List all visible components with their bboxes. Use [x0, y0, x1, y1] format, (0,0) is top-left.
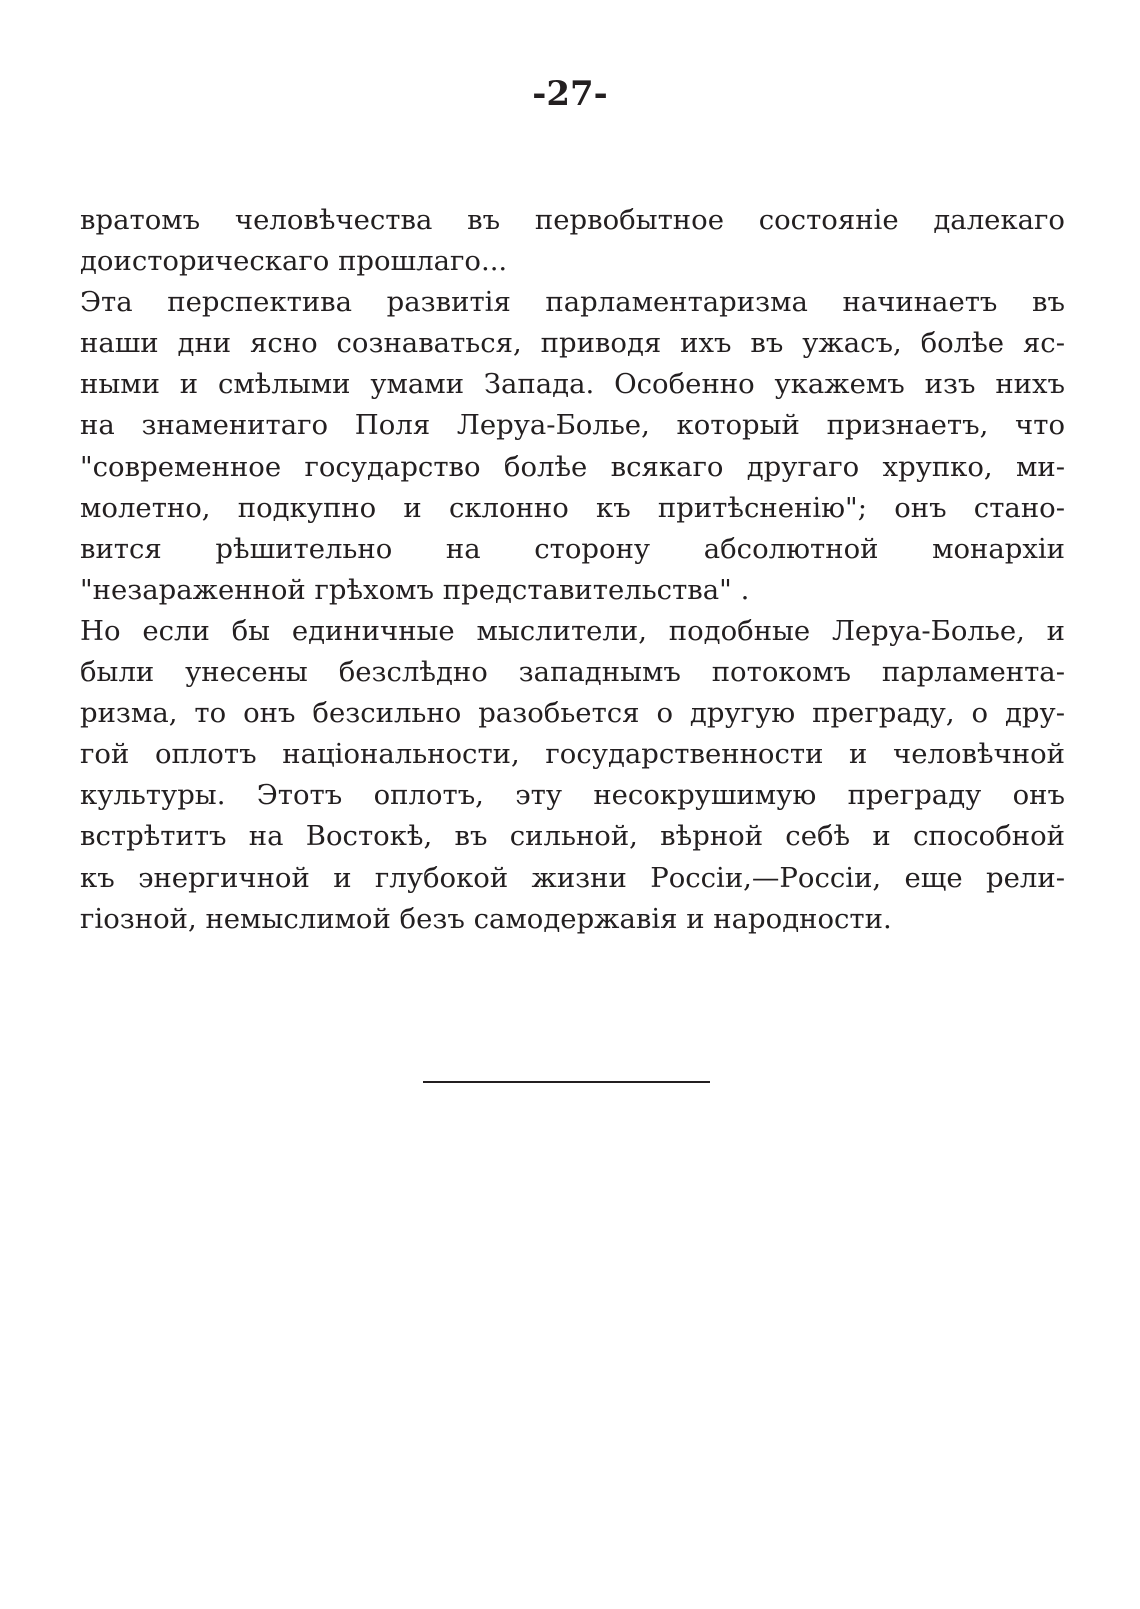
text-line: гіозной, немыслимой безъ самодержавія и народности. [80, 902, 892, 935]
text-line: вится рѣшительно на сторону абсолютной монархіи [80, 532, 1065, 565]
text-line: "незараженной грѣхомъ представительства" . [80, 573, 750, 606]
text-line: доисторическаго прошлаго... [80, 245, 508, 278]
text-line: Но если бы единичные мыслители, подобные Леруа-Болье, и [80, 614, 1065, 647]
text-line: наши дни ясно сознаваться, приводя ихъ въ ужасъ, болѣе яс- [80, 327, 1065, 360]
text-line: "современное государство болѣе всякаго другаго хрупко, ми- [80, 450, 1065, 483]
text-line: ризма, то онъ безсильно разобьется о другую преграду, о дру- [80, 697, 1065, 730]
text-line: гой оплотъ національности, государственности и человѣчной [80, 738, 1065, 771]
text-line: Эта перспектива развитія парламентаризма начинаетъ въ [80, 286, 1065, 319]
text-line: встрѣтитъ на Востокѣ, въ сильной, вѣрной себѣ и способной [80, 820, 1065, 853]
page-number: -27- [532, 74, 608, 114]
text-line: на знаменитаго Поля Леруа-Болье, который признаетъ, что [80, 409, 1065, 442]
end-rule [423, 1081, 710, 1083]
text-line: были унесены безслѣдно западнымъ потокомъ парламента- [80, 656, 1065, 689]
text-line: вратомъ человѣчества въ первобытное состояніе далекаго [80, 204, 1065, 236]
text-line: къ энергичной и глубокой жизни Россіи,—Россіи, еще рели- [80, 861, 1065, 894]
body-text [80, 200, 1065, 940]
text-line: культуры. Этотъ оплотъ, эту несокрушимую преграду онъ [80, 779, 1065, 812]
text-line: ными и смѣлыми умами Запада. Особенно укажемъ изъ нихъ [80, 368, 1065, 401]
text-line: молетно, подкупно и склонно къ притѣсненію"; онъ стано- [80, 491, 1065, 524]
